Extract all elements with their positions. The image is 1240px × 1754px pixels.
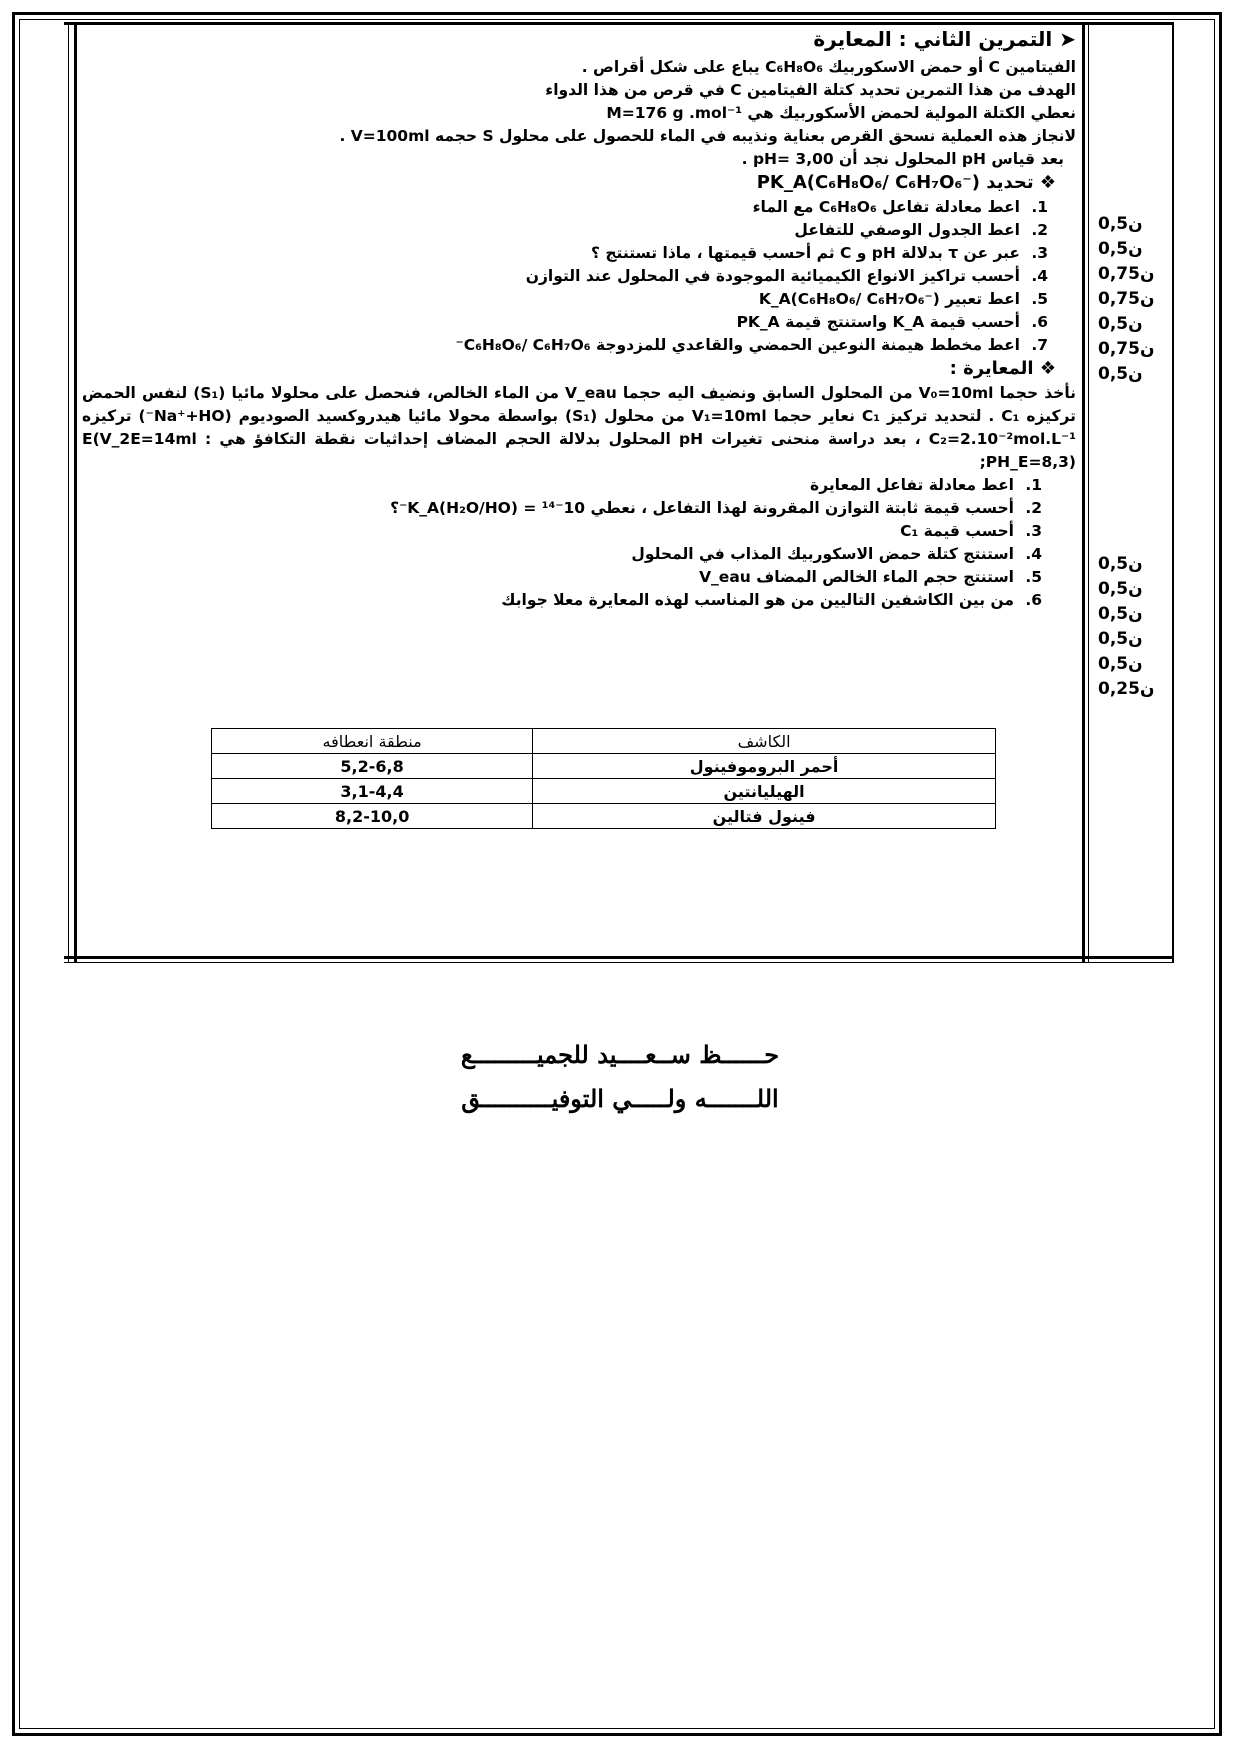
mark-value: 0,5ن: [1098, 239, 1143, 259]
intro-line: نعطي الكتلة المولية لحمض الأسكوربيك هي M=176 g .mol⁻¹: [606, 104, 1076, 122]
box-divider-line-2: [1088, 22, 1089, 962]
box-left-line-2: [68, 22, 69, 962]
mark-value: 0,25ن: [1098, 679, 1155, 699]
indicator-table-wrap: [211, 728, 996, 829]
part1-question: 7.اعط مخطط هيمنة النوعين الحمضي والقاعدي للمزدوجة C₆H₈O₆/ C₆H₇O₆⁻: [455, 336, 1048, 354]
mark-value: 0,5ن: [1098, 579, 1143, 599]
part2-question: 4.استنتج كتلة حمض الاسكوربيك المذاب في المحلول: [631, 545, 1042, 563]
part1-question: 6.أحسب قيمة K_A واستنتج قيمة PK_A: [736, 313, 1048, 331]
table-cell: 3,1-4,4: [212, 779, 533, 804]
table-header-cell: منطقة انعطافه: [212, 729, 533, 754]
part1-question: 4.أحسب تراكيز الانواع الكيميائية الموجودة في المحلول عند التوازن: [525, 267, 1048, 285]
part2-question: 1.اعط معادلة تفاعل المعايرة: [810, 476, 1042, 494]
mark-value: 0,75ن: [1098, 264, 1155, 284]
part1-heading: ❖ تحديد PK_A(C₆H₈O₆/ C₆H₇O₆⁻): [756, 172, 1056, 193]
part1-question: 3.عبر عن τ بدلالة pH و C ثم أحسب قيمتها ، ماذا تستنتج ؟: [591, 244, 1048, 262]
part1-question: 5.اعط تعبير K_A(C₆H₈O₆/ C₆H₇O₆⁻): [758, 290, 1048, 308]
table-cell: فينول فتالين: [533, 804, 996, 829]
table-cell: الهيليانتين: [533, 779, 996, 804]
indicator-table: [211, 728, 996, 829]
mark-value: 0,5ن: [1098, 314, 1143, 334]
part2-question: 5.استنتج حجم الماء الخالص المضاف V_eau: [699, 568, 1042, 586]
mark-value: 0,5ن: [1098, 629, 1143, 649]
box-divider-line: [1082, 22, 1085, 962]
marks-part2: [1098, 552, 1170, 702]
mark-value: 0,75ن: [1098, 289, 1155, 309]
part2-heading: ❖ المعايرة :: [949, 358, 1056, 379]
arrow-bullet-icon: ➤: [1059, 27, 1076, 51]
intro-line: الهدف من هذا التمرين تحديد كتلة الفيتامين C في قرص من هذا الدواء: [545, 81, 1076, 99]
exercise-text: [82, 28, 1076, 612]
table-header-row: [212, 729, 996, 754]
box-right-line: [1172, 22, 1174, 962]
part2-question: 3.أحسب قيمة C₁: [900, 522, 1042, 540]
part1-question: 2.اعط الجدول الوصفي للتفاعل: [794, 221, 1048, 239]
part2-question: 2.أحسب قيمة ثابتة التوازن المقرونة لهذا التفاعل ، نعطي 10⁻¹⁴ = (K_A(H₂O/HO⁻؟: [390, 499, 1042, 517]
closing-line-2: اللـــــــه ولـــــي التوفيــــــــــق: [461, 1084, 779, 1113]
part2-question: 6.من بين الكاشفين التاليين من هو المناسب لهذه المعايرة معلا جوابك: [501, 591, 1042, 609]
exercise-title: ➤ التمرين الثاني : المعايرة: [813, 27, 1076, 51]
table-cell: 8,2-10,0: [212, 804, 533, 829]
intro-line: بعد قياس pH المحلول نجد أن pH= 3,00 .: [741, 150, 1064, 168]
table-cell: أحمر البروموفينول: [533, 754, 996, 779]
closing-line-1: حــــــظ ســعــــيد للجميـــــــــع: [460, 1040, 780, 1069]
mark-value: 0,75ن: [1098, 339, 1155, 359]
table-header-cell: الكاشف: [533, 729, 996, 754]
table-row: [212, 804, 996, 829]
table-row: [212, 779, 996, 804]
table-cell: 5,2-6,8: [212, 754, 533, 779]
table-row: [212, 754, 996, 779]
titration-paragraph: نأخذ حجما V₀=10ml من المحلول السابق ونضيف اليه حجما V_eau من الماء الخالص، فنحصل على محلولا مائيا (S₁) لنفس الحمض تركيزه C₁ . لتحديد تركيز C₁ نعاير حجما V₁=10ml من محلول (S₁) بواسطة محولا مائيا هيدروكسيد الصوديوم (Na⁺+HO⁻) تركيزه C₂=2.10⁻²mol.L⁻¹ ، بعد دراسة منحنى تغيرات pH المحلول بدلالة الحجم المضاف إحداثيات نقطة التكافؤ هي : E(V_2E=14ml ;PH_E=8,3): [82, 384, 1077, 471]
exercise-section: [76, 24, 1082, 958]
mark-value: 0,5ن: [1098, 364, 1143, 384]
box-bottom-line-2: [64, 962, 1174, 963]
mark-value: 0,5ن: [1098, 214, 1143, 234]
mark-value: 0,5ن: [1098, 604, 1143, 624]
intro-line: لانجاز هذه العملية نسحق القرص بعناية ونذيبه في الماء للحصول على محلول S حجمه V=100ml .: [339, 127, 1076, 145]
marks-part1: [1098, 212, 1170, 387]
part1-question: 1.اعط معادلة تفاعل C₆H₈O₆ مع الماء: [752, 198, 1048, 216]
intro-line: الفيتامين C أو حمض الاسكوربيك C₆H₈O₆ يباع على شكل أقراص .: [581, 58, 1076, 76]
mark-value: 0,5ن: [1098, 654, 1143, 674]
mark-value: 0,5ن: [1098, 554, 1143, 574]
